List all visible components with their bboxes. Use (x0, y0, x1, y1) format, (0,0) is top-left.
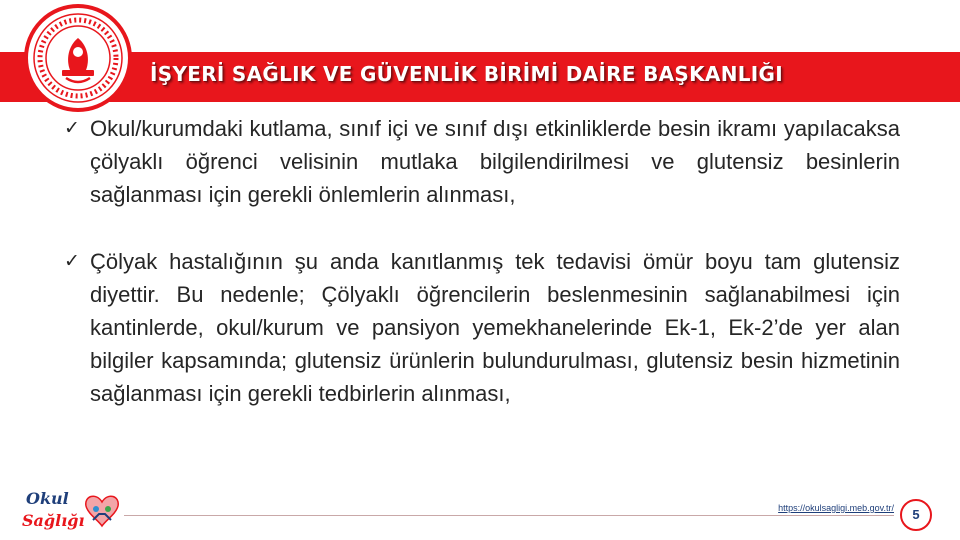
page-title: İŞYERİ SAĞLIK VE GÜVENLİK BİRİMİ DAİRE BAŞKANLIĞI (150, 62, 783, 86)
check-icon: ✓ (64, 117, 80, 139)
okul-sagligi-logo (20, 484, 124, 534)
list-item (62, 245, 900, 410)
list-item-text: Çölyak hastalığının şu anda kanıtlanmış tek tedavisi ömür boyu tam glutensiz diyettir. Bu nedenle; Çölyaklı öğrencilerin beslenmesinin sağlanabilmesi için kantinlerde, okul/kurum ve pansiyon yemekhanelerinde Ek-1, Ek-2’de yer alan bilgiler kapsamında; glutensiz ürünlerin bulundurulması, glutensiz besin hizmetinin sağlanması için gerekli tedbirlerin alınması, (90, 249, 900, 406)
list-item-text: Okul/kurumdaki kutlama, sınıf içi ve sınıf dışı etkinliklerde besin ikramı yapılacaksa çölyaklı öğrenci velisinin mutlaka bilgilendirilmesi ve glutensiz besinlerin sağlanması için gerekli önlemlerin alınması, (90, 116, 900, 207)
check-icon: ✓ (64, 250, 80, 272)
page-number-badge: 5 (900, 499, 932, 531)
list-item (62, 112, 900, 211)
logo-text-sagligi: Sağlığı (22, 511, 85, 530)
content-list (62, 112, 900, 410)
meb-seal-icon (22, 2, 134, 114)
footer-divider (124, 515, 894, 516)
footer-url-link[interactable]: https://okulsagligi.meb.gov.tr/ (778, 503, 894, 513)
logo-text-okul: Okul (26, 489, 69, 508)
